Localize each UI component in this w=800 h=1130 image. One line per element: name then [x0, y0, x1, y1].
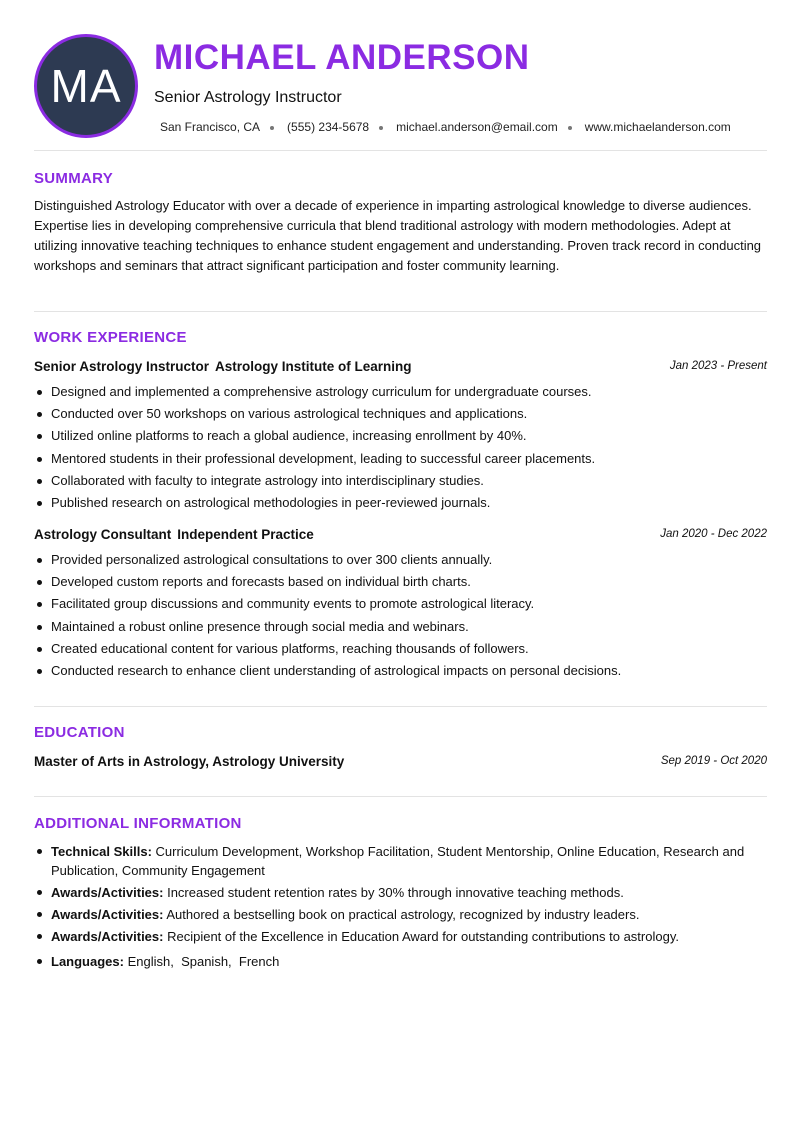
job-dates: Jan 2023 - Present: [669, 360, 767, 372]
item-text: Recipient of the Excellence in Education Award for outstanding contributions to astrology.: [167, 929, 679, 944]
job-bullets: [34, 549, 767, 682]
education-entry: [34, 753, 767, 773]
avatar: [34, 34, 138, 138]
list-item: [34, 952, 767, 971]
contact-location: San Francisco, CA: [160, 120, 261, 134]
list-item: Provided personalized astrological consultations to over 300 clients annually.: [34, 549, 767, 571]
additional-info-heading: ADDITIONAL INFORMATION: [34, 815, 242, 832]
divider: [34, 150, 767, 151]
job-header: [34, 358, 767, 378]
avatar-initials: MA: [50, 60, 122, 112]
divider: [34, 311, 767, 312]
list-item: Designed and implemented a comprehensive astrology curriculum for undergraduate courses.: [34, 381, 767, 403]
separator-dot: [270, 126, 274, 130]
contact-phone[interactable]: (555) 234-5678: [287, 120, 370, 134]
job-company: Astrology Institute of Learning: [215, 359, 412, 374]
job-header: [34, 526, 767, 546]
item-label: Awards/Activities:: [51, 885, 164, 900]
list-item: Utilized online platforms to reach a global audience, increasing enrollment by 40%.: [34, 425, 767, 447]
job-role: Senior Astrology Instructor: [34, 359, 210, 374]
item-label: Technical Skills:: [51, 844, 152, 859]
list-item: Collaborated with faculty to integrate astrology into interdisciplinary studies.: [34, 470, 767, 492]
summary-heading: SUMMARY: [34, 170, 114, 187]
education-dates: Sep 2019 - Oct 2020: [660, 755, 767, 767]
item-label: Awards/Activities:: [51, 929, 164, 944]
education-heading: EDUCATION: [34, 724, 125, 741]
list-item: [34, 842, 767, 880]
contact-email[interactable]: michael.anderson@email.com: [396, 120, 558, 134]
divider: [34, 706, 767, 707]
summary-text: Distinguished Astrology Educator with over a decade of experience in imparting astrological knowledge to diverse audiences. Expertise lies in developing comprehensive curricula that blend traditional astrology with modern methodologies. Adept at utilizing innovative teaching techniques to enhance student engagement and understanding. Proven track record in conducting workshops and seminars that attract significant participation and foster community learning.: [34, 198, 762, 273]
contact-website[interactable]: www.michaelanderson.com: [584, 120, 731, 134]
contact-line: [160, 120, 731, 134]
list-item: Maintained a robust online presence through social media and webinars.: [34, 616, 767, 638]
education-degree: Master of Arts in Astrology, Astrology University: [34, 754, 345, 769]
work-experience-heading: WORK EXPERIENCE: [34, 329, 187, 346]
list-item: Conducted over 50 workshops on various astrological techniques and applications.: [34, 403, 767, 425]
item-text: Authored a bestselling book on practical astrology, recognized by industry leaders.: [166, 907, 640, 922]
list-item: [34, 905, 767, 924]
item-text: Increased student retention rates by 30% through innovative teaching methods.: [167, 885, 624, 900]
list-item: Conducted research to enhance client understanding of astrological impacts on personal decisions.: [34, 660, 767, 682]
list-item: [34, 927, 767, 946]
job-bullets: [34, 381, 767, 514]
separator-dot: [379, 126, 383, 130]
divider: [34, 796, 767, 797]
item-text: Curriculum Development, Workshop Facilitation, Student Mentorship, Online Education, Research and Publication, Community Engagement: [51, 844, 745, 878]
candidate-name: MICHAEL ANDERSON: [154, 38, 530, 77]
list-item: Created educational content for various platforms, reaching thousands of followers.: [34, 638, 767, 660]
list-item: Facilitated group discussions and community events to promote astrological literacy.: [34, 593, 767, 615]
item-label: Languages:: [51, 954, 124, 969]
list-item: Published research on astrological methodologies in peer-reviewed journals.: [34, 492, 767, 514]
list-item: [34, 883, 767, 902]
item-label: Awards/Activities:: [51, 907, 164, 922]
job-role: Astrology Consultant: [34, 527, 172, 542]
separator-dot: [568, 126, 572, 130]
job-company: Independent Practice: [177, 527, 314, 542]
candidate-title: Senior Astrology Instructor: [154, 89, 342, 106]
job-dates: Jan 2020 - Dec 2022: [660, 528, 767, 540]
list-item: Mentored students in their professional development, leading to successful career placements.: [34, 448, 767, 470]
list-item: Developed custom reports and forecasts based on individual birth charts.: [34, 571, 767, 593]
item-text: English, Spanish, French: [127, 954, 280, 969]
additional-info-list: [34, 842, 767, 974]
